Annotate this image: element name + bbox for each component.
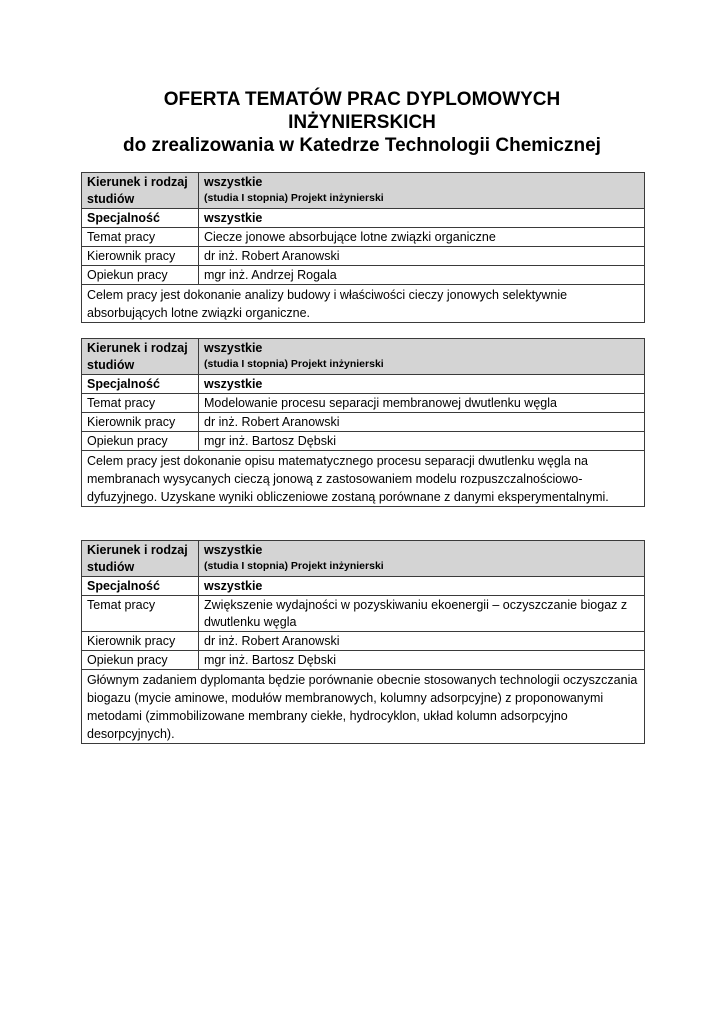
document-title: [0, 88, 724, 157]
row-opiekun: [82, 432, 645, 451]
topic-description: Głównym zadaniem dyplomanta będzie porównanie obecnie stosowanych technologii oczyszczania biogazu (mycie aminowe, modułów membranowych, kolumny adsorpcyjne) z proponowanymi metodami (zimmobilizowane membrany ciekłe, hydrocyklon, układ kolumn adsorpcyjno desorpcyjnych).: [82, 670, 645, 744]
opiekun-value: mgr inż. Bartosz Dębski: [199, 432, 645, 451]
row-specjalnosc: [82, 577, 645, 596]
topic-description: Celem pracy jest dokonanie analizy budowy i właściwości cieczy jonowych selektywnie absorbujących lotne związki organiczne.: [82, 285, 645, 323]
kierunek-subtitle: (studia I stopnia) Projekt inżynierski: [204, 358, 384, 370]
row-kierownik: [82, 632, 645, 651]
kierunek-value: wszystkie: [204, 175, 263, 189]
temat-value: Zwiększenie wydajności w pozyskiwaniu ekoenergii – oczyszczanie biogaz z dwutlenku węgla: [199, 596, 645, 632]
topic-table-1: [81, 172, 645, 323]
row-kierownik: [82, 413, 645, 432]
kierunek-label: Kierunek i rodzaj studiów: [82, 339, 199, 375]
specjalnosc-value: wszystkie: [199, 209, 645, 228]
row-opiekun: [82, 651, 645, 670]
row-description: [82, 285, 645, 323]
specjalnosc-value: wszystkie: [199, 577, 645, 596]
temat-label: Temat pracy: [82, 394, 199, 413]
opiekun-value: mgr inż. Bartosz Dębski: [199, 651, 645, 670]
title-line-1: OFERTA TEMATÓW PRAC DYPLOMOWYCH: [163, 89, 561, 110]
row-temat: [82, 228, 645, 247]
row-temat: [82, 596, 645, 632]
row-kierunek: [82, 339, 645, 375]
kierunek-cell: [199, 173, 645, 209]
kierunek-label: Kierunek i rodzaj studiów: [82, 173, 199, 209]
kierownik-label: Kierownik pracy: [82, 632, 199, 651]
kierownik-value: dr inż. Robert Aranowski: [199, 413, 645, 432]
specjalnosc-label: Specjalność: [82, 375, 199, 394]
kierunek-subtitle: (studia I stopnia) Projekt inżynierski: [204, 192, 384, 204]
temat-value: Ciecze jonowe absorbujące lotne związki organiczne: [199, 228, 645, 247]
kierownik-label: Kierownik pracy: [82, 247, 199, 266]
row-description: [82, 451, 645, 507]
kierunek-subtitle: (studia I stopnia) Projekt inżynierski: [204, 560, 384, 572]
row-kierunek: [82, 173, 645, 209]
kierunek-cell: [199, 339, 645, 375]
title-line-3: do zrealizowania w Katedrze Technologii Chemicznej: [123, 135, 601, 156]
topic-description: Celem pracy jest dokonanie opisu matematycznego procesu separacji dwutlenku węgla na membranach wysycanych cieczą jonową z zastosowaniem modelu rozpuszczalnościowo-dyfuzyjnego. Uzyskane wyniki obliczeniowe zostaną porównane z danymi eksperymentalnymi.: [82, 451, 645, 507]
opiekun-label: Opiekun pracy: [82, 266, 199, 285]
row-kierownik: [82, 247, 645, 266]
opiekun-value: mgr inż. Andrzej Rogala: [199, 266, 645, 285]
kierunek-label: Kierunek i rodzaj studiów: [82, 541, 199, 577]
row-specjalnosc: [82, 209, 645, 228]
opiekun-label: Opiekun pracy: [82, 651, 199, 670]
kierownik-label: Kierownik pracy: [82, 413, 199, 432]
kierownik-value: dr inż. Robert Aranowski: [199, 247, 645, 266]
specjalnosc-label: Specjalność: [82, 577, 199, 596]
row-kierunek: [82, 541, 645, 577]
row-description: [82, 670, 645, 744]
kierunek-value: wszystkie: [204, 543, 263, 557]
title-line-2: INŻYNIERSKICH: [288, 112, 436, 133]
row-specjalnosc: [82, 375, 645, 394]
row-temat: [82, 394, 645, 413]
kierunek-value: wszystkie: [204, 341, 263, 355]
opiekun-label: Opiekun pracy: [82, 432, 199, 451]
kierunek-cell: [199, 541, 645, 577]
topic-table-3: [81, 540, 645, 744]
row-opiekun: [82, 266, 645, 285]
temat-value: Modelowanie procesu separacji membranowej dwutlenku węgla: [199, 394, 645, 413]
specjalnosc-value: wszystkie: [199, 375, 645, 394]
specjalnosc-label: Specjalność: [82, 209, 199, 228]
temat-label: Temat pracy: [82, 596, 199, 632]
topic-table-2: [81, 338, 645, 507]
temat-label: Temat pracy: [82, 228, 199, 247]
kierownik-value: dr inż. Robert Aranowski: [199, 632, 645, 651]
